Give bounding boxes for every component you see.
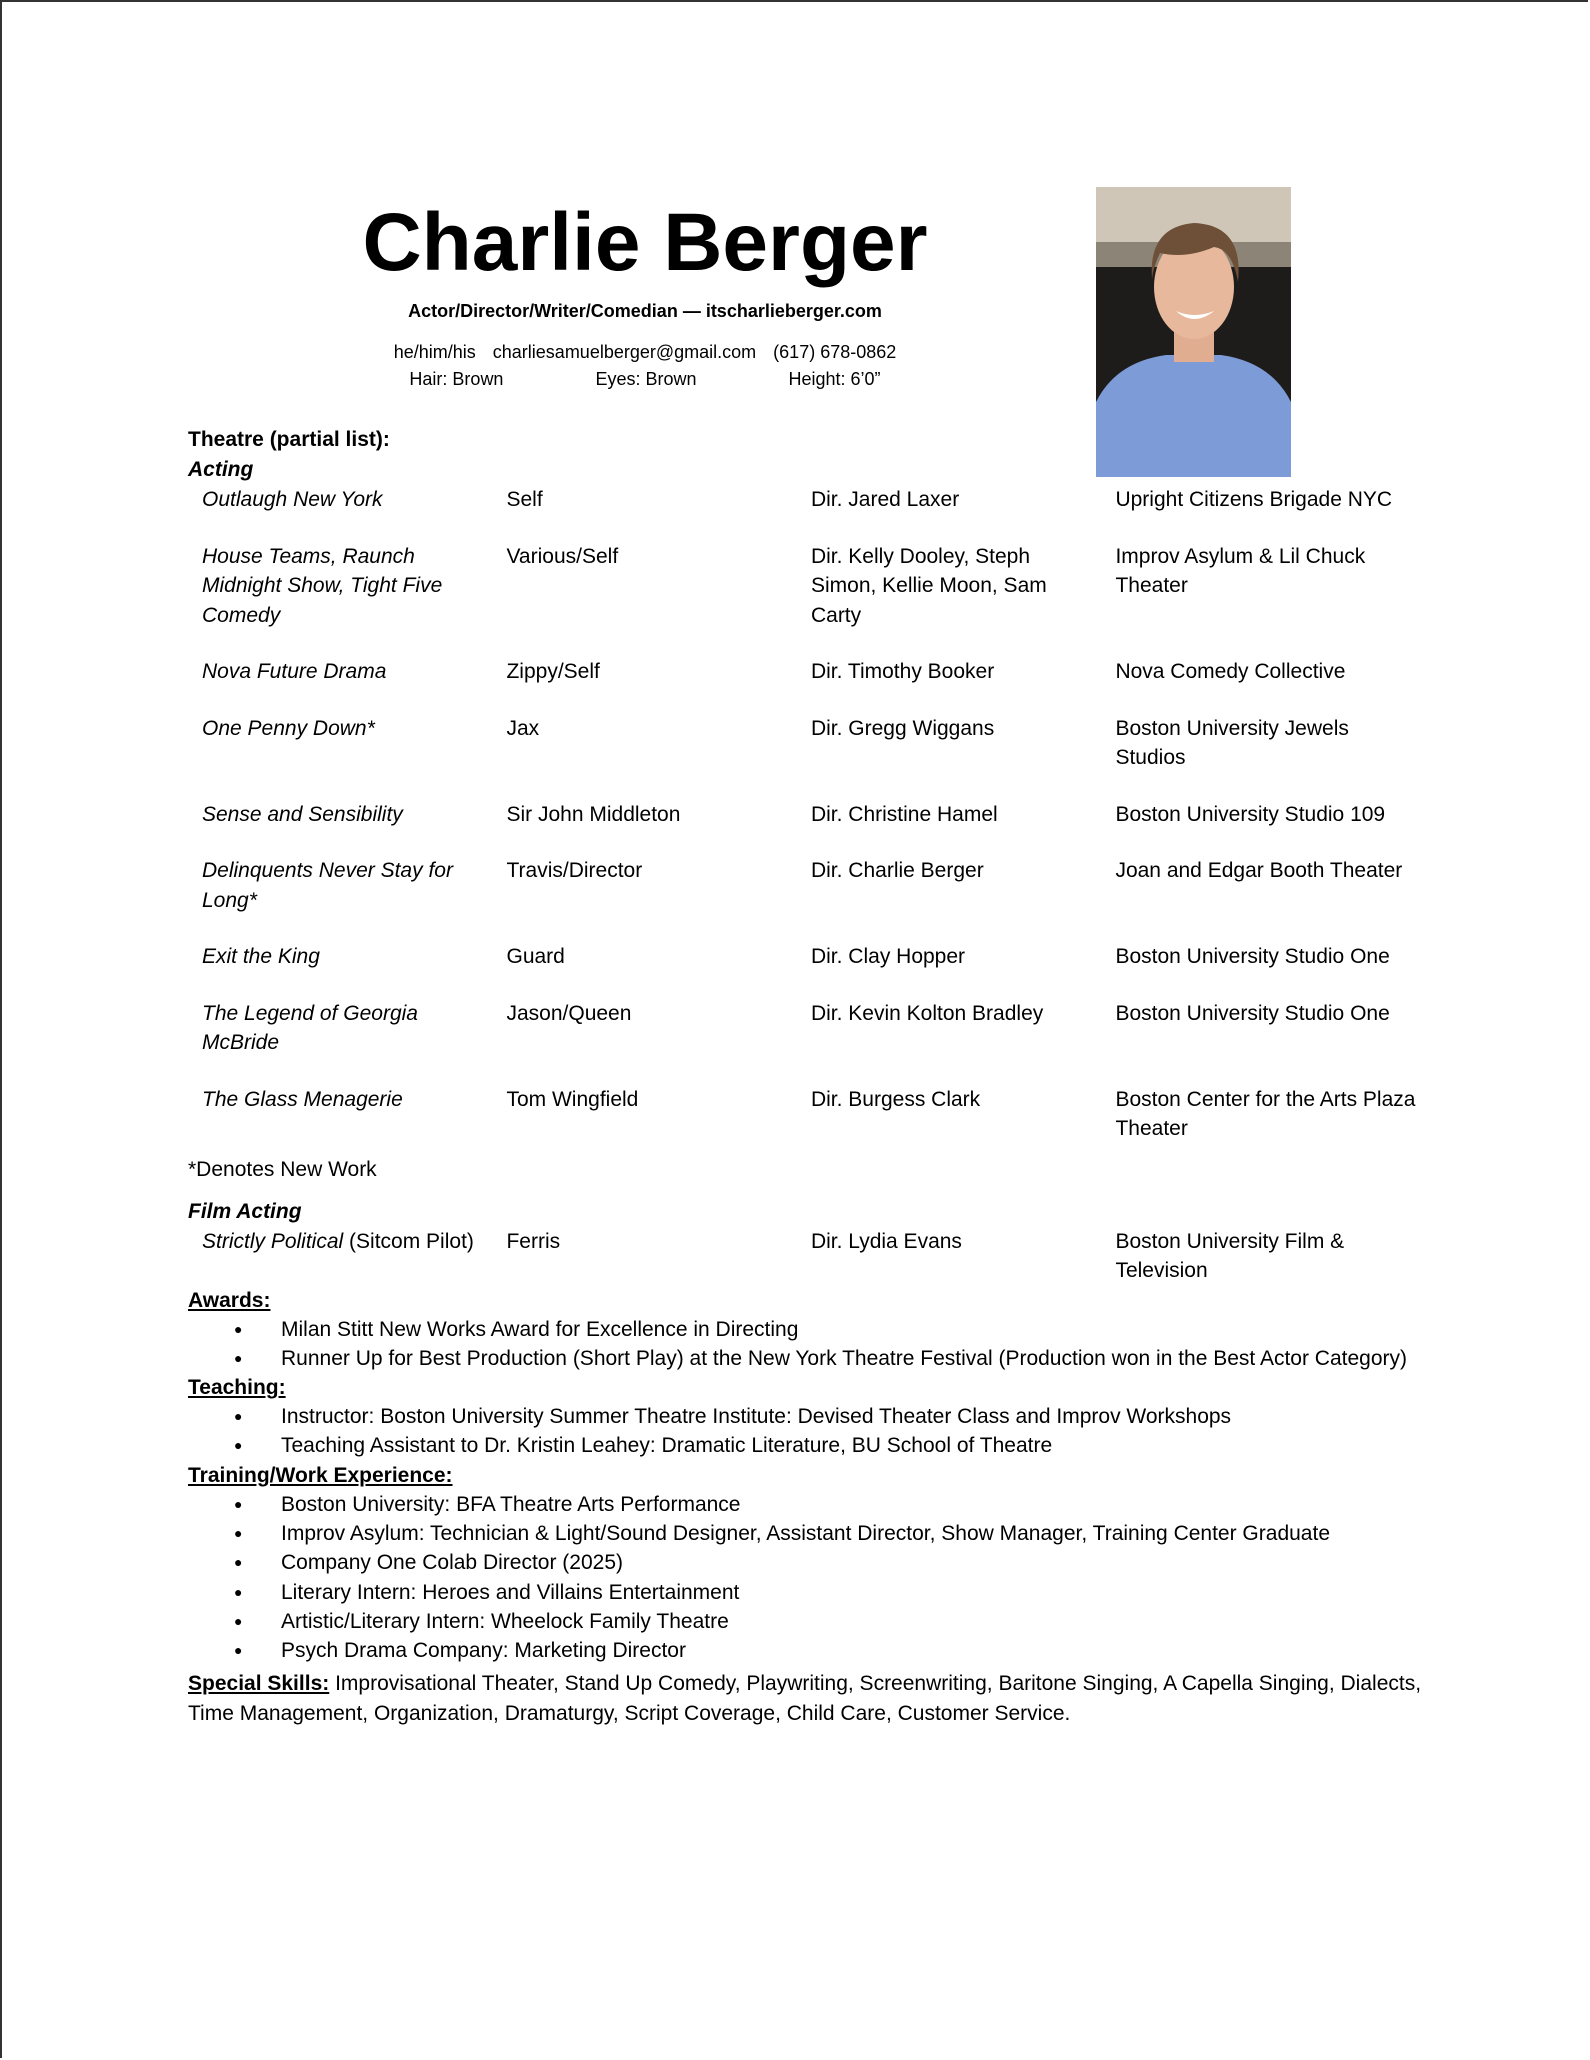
list-item: ● Psych Drama Company: Marketing Director [188,1636,1428,1665]
show-title: Nova Future Drama [202,660,387,683]
table-row [188,714,1428,800]
new-work-note: *Denotes New Work [188,1157,377,1181]
table-row [188,800,1428,857]
skills-title: Special Skills: [188,1672,330,1696]
role: Zippy/Self [506,660,600,683]
role: Guard [506,945,565,968]
venue: Boston University Film & Television [1115,1229,1345,1282]
table-row [188,485,1428,542]
resume-body [188,425,1428,1729]
venue: Boston University Studio 109 [1115,802,1386,826]
role: Various/Self [506,544,619,568]
table-row [188,856,1428,942]
hair-color: Hair: Brown [409,369,504,389]
venue: Boston University Jewels Studios [1115,716,1349,769]
awards-list [188,1315,1428,1374]
show-title: One Penny Down* [202,716,375,740]
acting-subtitle: Acting [188,458,254,481]
show-title: The Legend of Georgia McBride [202,1001,418,1054]
role: Self [506,488,543,511]
role: Jason/Queen [506,1001,632,1025]
director: Dir. Christine Hamel [810,802,998,826]
director: Dir. Kelly Dooley, Steph Simon, Kellie Moon, Sam Carty [810,544,1047,627]
director: Dir. Charlie Berger [810,859,984,882]
list-item: ● Literary Intern: Heroes and Villains Entertainment [188,1578,1428,1607]
role: Ferris [506,1229,561,1253]
show-title: The Glass Menagerie [202,1087,403,1111]
role: Sir John Middleton [506,802,681,826]
list-item: ● Milan Stitt New Works Award for Excellence in Directing [188,1315,1428,1344]
theatre-credits-table [188,485,1428,1171]
teaching-title: Teaching: [188,1376,286,1400]
director: Dir. Gregg Wiggans [810,716,995,740]
list-item: ● Teaching Assistant to Dr. Kristin Leahey: Dramatic Literature, BU School of Theatre [188,1431,1428,1460]
teaching-list [188,1402,1428,1461]
director: Dir. Timothy Booker [810,660,995,683]
skills-section [188,1669,1428,1729]
role: Tom Wingfield [506,1087,639,1111]
list-item: ● Improv Asylum: Technician & Light/Sound Designer, Assistant Director, Show Manager, Training Center Graduate [188,1519,1428,1548]
venue: Boston University Studio One [1115,1001,1390,1025]
table-row [188,942,1428,999]
resume-header [300,195,990,390]
director: Dir. Burgess Clark [810,1087,981,1111]
theatre-section-title: Theatre (partial list): [188,428,390,451]
table-row [188,542,1428,658]
venue: Joan and Edgar Booth Theater [1115,859,1403,882]
show-title: Outlaugh New York [202,488,383,511]
film-subtitle: Film Acting [188,1199,302,1223]
venue: Boston Center for the Arts Plaza Theater [1115,1087,1416,1140]
venue: Improv Asylum & Lil Chuck Theater [1115,544,1366,597]
teaching-section [188,1373,1428,1461]
venue: Upright Citizens Brigade NYC [1115,488,1393,511]
training-section [188,1461,1428,1666]
awards-title: Awards: [188,1288,271,1312]
candidate-name: Charlie Berger [362,197,928,288]
venue: Nova Comedy Collective [1115,660,1346,683]
show-title: Strictly Political [202,1229,344,1253]
table-row [188,657,1428,714]
list-item: ● Company One Colab Director (2025) [188,1548,1428,1577]
show-title: Delinquents Never Stay for Long* [202,859,453,912]
tagline: Actor/Director/Writer/Comedian — itscharlieberger.com [408,301,882,321]
physical-details [300,369,990,390]
show-title: Sense and Sensibility [202,802,403,826]
contact-line [300,342,990,363]
role: Jax [506,716,540,740]
list-item: ● Artistic/Literary Intern: Wheelock Family Theatre [188,1607,1428,1636]
training-list [188,1490,1428,1666]
director: Dir. Jared Laxer [810,488,960,511]
show-title: Exit the King [202,945,320,968]
table-row [188,999,1428,1085]
phone-number: (617) 678-0862 [773,342,897,362]
show-note: (Sitcom Pilot) [349,1229,474,1253]
show-title: House Teams, Raunch Midnight Show, Tight Five Comedy [202,544,443,627]
training-title: Training/Work Experience: [188,1463,453,1487]
eye-color: Eyes: Brown [595,369,697,389]
director: Dir. Lydia Evans [810,1229,962,1253]
skills-text: Improvisational Theater, Stand Up Comedy, Playwriting, Screenwriting, Baritone Singing, A Capella Singing, Dialects, Time Management, Organization, Dramaturgy, Script Coverage, Child Care, Customer Service. [188,1672,1422,1726]
role: Travis/Director [506,859,643,882]
pronouns: he/him/his [393,342,476,362]
list-item: ● Runner Up for Best Production (Short Play) at the New York Theatre Festival (Production won in the Best Actor Category) [188,1344,1428,1373]
list-item: ● Instructor: Boston University Summer Theatre Institute: Devised Theater Class and Improv Workshops [188,1402,1428,1431]
height: Height: 6’0” [788,369,881,389]
director: Dir. Kevin Kolton Bradley [810,1001,1044,1025]
awards-section [188,1286,1428,1374]
director: Dir. Clay Hopper [810,945,966,968]
list-item: ● Boston University: BFA Theatre Arts Performance [188,1490,1428,1519]
venue: Boston University Studio One [1115,945,1390,968]
email-link[interactable]: charliesamuelberger@gmail.com [492,342,757,362]
